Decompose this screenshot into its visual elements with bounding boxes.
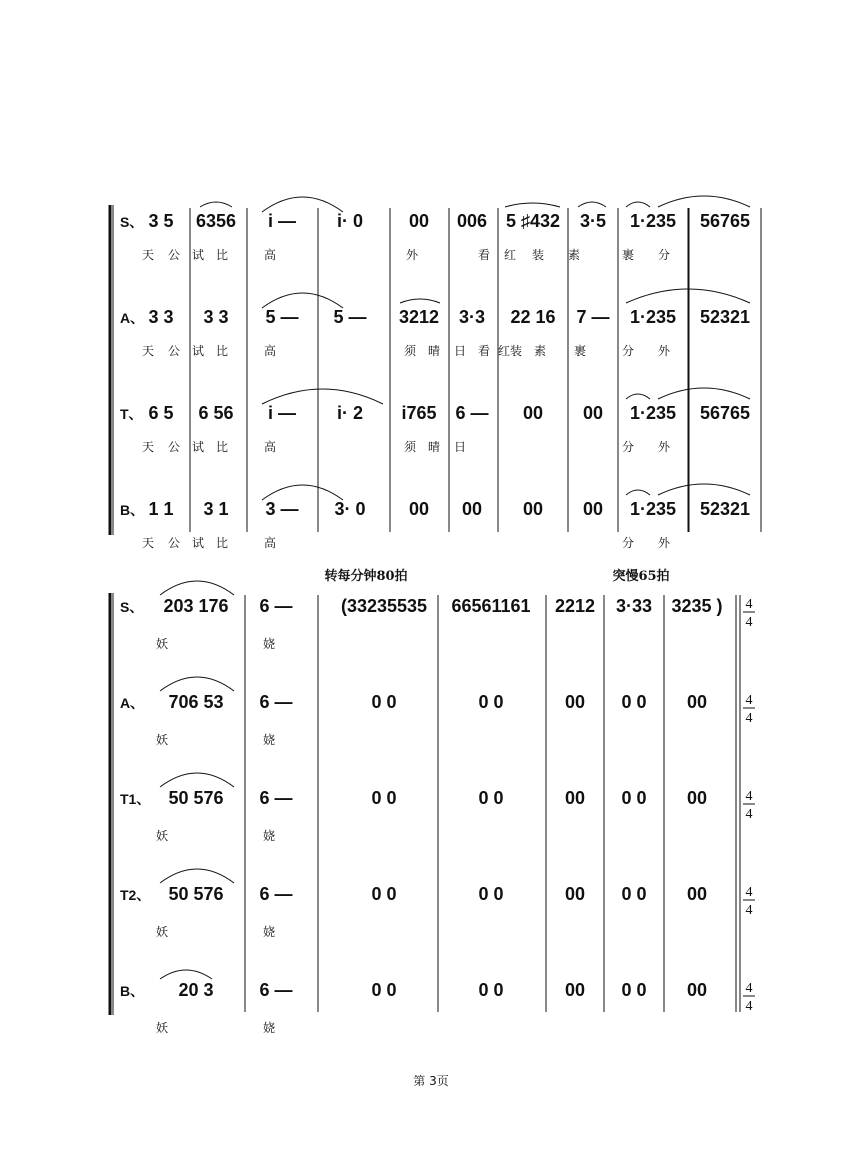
note-group: 0 0 bbox=[478, 692, 504, 712]
tempo-mark: 转每分钟80拍 bbox=[324, 569, 408, 584]
note-group: 5 ♯432 bbox=[505, 211, 561, 231]
lyric-syllable: 外 bbox=[657, 344, 671, 358]
note-group: 0 0 bbox=[621, 980, 647, 1000]
lyric-syllable: 比 bbox=[215, 248, 229, 262]
note-group: 3 — bbox=[265, 499, 299, 519]
lyric-syllable: 分 bbox=[621, 440, 635, 454]
note-group: 3·3 bbox=[458, 307, 486, 327]
lyric-syllable: 天 bbox=[141, 440, 155, 454]
lyric-syllable: 晴 bbox=[427, 344, 441, 358]
slur bbox=[262, 293, 343, 308]
note-group: 00 bbox=[522, 499, 544, 519]
note-group: 00 bbox=[582, 499, 604, 519]
note-group: 00 bbox=[564, 788, 586, 808]
note-group: 56765 bbox=[699, 211, 751, 231]
lyric-syllable: 外 bbox=[405, 248, 419, 262]
note-group: 00 bbox=[564, 884, 586, 904]
note-group: 0 0 bbox=[478, 980, 504, 1000]
note-group: 6 — bbox=[455, 403, 489, 423]
part-label: S、 bbox=[120, 214, 144, 230]
lyric-syllable: 公 bbox=[167, 536, 181, 550]
lyric-syllable: 素 bbox=[567, 248, 581, 262]
lyric-syllable: 素 bbox=[533, 344, 547, 358]
part-label: T、 bbox=[120, 406, 143, 422]
slur bbox=[160, 581, 234, 595]
lyric-syllable: 高 bbox=[263, 248, 277, 262]
note-group: 3· 0 bbox=[334, 499, 366, 519]
note-group: i — bbox=[267, 403, 297, 423]
note-group: 3 5 bbox=[148, 211, 174, 231]
lyric-syllable: 裹 bbox=[621, 248, 635, 262]
lyric-syllable: 试 bbox=[191, 248, 205, 262]
note-group: 0 0 bbox=[621, 692, 647, 712]
note-group: 006 bbox=[456, 211, 488, 231]
lyric-syllable: 比 bbox=[215, 344, 229, 358]
lyric-syllable: 比 bbox=[215, 440, 229, 454]
time-signature-bottom: 4 bbox=[745, 807, 753, 822]
note-group: 6 — bbox=[259, 884, 293, 904]
note-group: 6 5 bbox=[148, 403, 174, 423]
slur bbox=[658, 388, 750, 399]
note-group: 22 16 bbox=[510, 307, 556, 327]
lyric-syllable: 高 bbox=[263, 344, 277, 358]
lyric-syllable: 试 bbox=[191, 440, 205, 454]
time-signature-top: 4 bbox=[745, 789, 753, 804]
page-number: 第 3页 bbox=[413, 1074, 449, 1088]
lyric-syllable: 须 bbox=[403, 440, 417, 454]
lyric-syllable: 公 bbox=[167, 440, 181, 454]
note-group: 3 3 bbox=[148, 307, 174, 327]
lyric-syllable: 日 bbox=[453, 344, 467, 358]
lyric-syllable: 分 bbox=[657, 248, 671, 262]
lyric-syllable: 比 bbox=[215, 536, 229, 550]
part-label: A、 bbox=[120, 695, 145, 711]
note-group: 6 — bbox=[259, 980, 293, 1000]
lyric-syllable: 天 bbox=[141, 536, 155, 550]
note-group: 0 0 bbox=[621, 788, 647, 808]
lyric-syllable: 娆 bbox=[262, 829, 276, 843]
lyric-syllable: 裹 bbox=[573, 344, 587, 358]
note-group: i — bbox=[267, 211, 297, 231]
note-group: 00 bbox=[686, 980, 708, 1000]
lyric-syllable: 公 bbox=[167, 344, 181, 358]
lyric-syllable: 看 bbox=[477, 344, 491, 358]
note-group: 6 — bbox=[259, 596, 293, 616]
lyric-syllable: 妖 bbox=[155, 1021, 169, 1035]
lyric-syllable: 娆 bbox=[262, 925, 276, 939]
note-group: 1 1 bbox=[148, 499, 174, 519]
note-group: 203 176 bbox=[163, 596, 229, 616]
time-signature-bottom: 4 bbox=[745, 711, 753, 726]
lyric-syllable: 公 bbox=[167, 248, 181, 262]
part-label: B、 bbox=[120, 502, 145, 518]
note-group: 00 bbox=[564, 692, 586, 712]
note-group: 0 0 bbox=[371, 980, 397, 1000]
lyric-syllable: 天 bbox=[141, 344, 155, 358]
slur bbox=[505, 203, 560, 207]
lyric-syllable: 试 bbox=[191, 344, 205, 358]
slur bbox=[262, 389, 383, 404]
lyric-syllable: 娆 bbox=[262, 1021, 276, 1035]
lyric-syllable: 须 bbox=[403, 344, 417, 358]
time-signature-bottom: 4 bbox=[745, 903, 753, 918]
note-group: i765 bbox=[401, 403, 437, 423]
lyric-syllable: 晴 bbox=[427, 440, 441, 454]
lyric-syllable: 天 bbox=[141, 248, 155, 262]
note-group: 0 0 bbox=[478, 884, 504, 904]
slur bbox=[160, 677, 234, 691]
note-group: 3 3 bbox=[203, 307, 229, 327]
note-group: 1·235 bbox=[629, 403, 677, 423]
note-group: 0 0 bbox=[371, 692, 397, 712]
note-group: 00 bbox=[408, 499, 430, 519]
time-signature-top: 4 bbox=[745, 693, 753, 708]
time-signature-bottom: 4 bbox=[745, 999, 753, 1014]
lyric-syllable: 高 bbox=[263, 440, 277, 454]
note-group: 0 0 bbox=[371, 884, 397, 904]
lyric-syllable: 红 bbox=[503, 248, 517, 262]
note-group: 5 — bbox=[333, 307, 367, 327]
note-group: 00 bbox=[686, 788, 708, 808]
note-group: 0 0 bbox=[478, 788, 504, 808]
slur bbox=[658, 196, 750, 207]
note-group: i· 0 bbox=[336, 211, 364, 231]
lyric-syllable: 看 bbox=[477, 248, 491, 262]
note-group: 706 53 bbox=[168, 692, 224, 712]
note-group: 00 bbox=[408, 211, 430, 231]
slur bbox=[626, 490, 650, 495]
note-group: 66561161 bbox=[451, 596, 531, 616]
note-group: 1·235 bbox=[629, 211, 677, 231]
note-group: 3235 ) bbox=[671, 596, 723, 616]
part-label: B、 bbox=[120, 983, 145, 999]
note-group: 3 1 bbox=[203, 499, 229, 519]
tempo-mark: 突慢65拍 bbox=[612, 569, 670, 584]
slur bbox=[262, 197, 343, 212]
slur bbox=[160, 773, 234, 787]
note-group: 6 — bbox=[259, 788, 293, 808]
note-group: 2212 bbox=[554, 596, 596, 616]
slur bbox=[200, 202, 232, 207]
lyric-syllable: 妖 bbox=[155, 733, 169, 747]
note-group: 00 bbox=[461, 499, 483, 519]
note-group: 7 — bbox=[576, 307, 610, 327]
note-group: 1·235 bbox=[629, 499, 677, 519]
lyric-syllable: 分 bbox=[621, 344, 635, 358]
note-group: 0 0 bbox=[371, 788, 397, 808]
note-group: (33235535 bbox=[340, 596, 428, 616]
part-label: T1、 bbox=[120, 791, 151, 807]
note-group: 3·33 bbox=[615, 596, 653, 616]
slur bbox=[658, 484, 750, 495]
note-group: 6356 bbox=[195, 211, 237, 231]
lyric-syllable: 外 bbox=[657, 536, 671, 550]
lyric-syllable: 妖 bbox=[155, 829, 169, 843]
time-signature-bottom: 4 bbox=[745, 615, 753, 630]
lyric-syllable: 娆 bbox=[262, 637, 276, 651]
slur bbox=[262, 485, 343, 500]
note-group: 0 0 bbox=[621, 884, 647, 904]
lyric-syllable: 试 bbox=[191, 536, 205, 550]
note-group: 52321 bbox=[699, 307, 751, 327]
lyric-syllable: 外 bbox=[657, 440, 671, 454]
part-label: S、 bbox=[120, 599, 144, 615]
note-group: 5 — bbox=[265, 307, 299, 327]
note-group: 1·235 bbox=[629, 307, 677, 327]
time-signature-top: 4 bbox=[745, 885, 753, 900]
lyric-syllable: 装 bbox=[531, 248, 545, 262]
lyric-syllable: 分 bbox=[621, 536, 635, 550]
note-group: 00 bbox=[686, 884, 708, 904]
slur bbox=[626, 202, 650, 207]
slur bbox=[160, 970, 212, 979]
slur bbox=[626, 394, 650, 399]
note-group: 3212 bbox=[398, 307, 440, 327]
note-group: 00 bbox=[522, 403, 544, 423]
lyric-syllable: 红装 bbox=[497, 344, 523, 358]
part-label: A、 bbox=[120, 310, 145, 326]
slur bbox=[400, 299, 440, 303]
lyric-syllable: 日 bbox=[453, 440, 467, 454]
note-group: 00 bbox=[582, 403, 604, 423]
note-group: i· 2 bbox=[336, 403, 364, 423]
note-group: 00 bbox=[564, 980, 586, 1000]
note-group: 00 bbox=[686, 692, 708, 712]
note-group: 50 576 bbox=[168, 884, 224, 904]
note-group: 6 56 bbox=[198, 403, 234, 423]
note-group: 50 576 bbox=[168, 788, 224, 808]
note-group: 52321 bbox=[699, 499, 751, 519]
lyric-syllable: 妖 bbox=[155, 637, 169, 651]
lyric-syllable: 娆 bbox=[262, 733, 276, 747]
lyric-syllable: 高 bbox=[263, 536, 277, 550]
part-label: T2、 bbox=[120, 887, 151, 903]
note-group: 6 — bbox=[259, 692, 293, 712]
slur bbox=[160, 869, 234, 883]
note-group: 56765 bbox=[699, 403, 751, 423]
lyric-syllable: 妖 bbox=[155, 925, 169, 939]
slur bbox=[578, 202, 606, 207]
time-signature-top: 4 bbox=[745, 597, 753, 612]
time-signature-top: 4 bbox=[745, 981, 753, 996]
note-group: 3·5 bbox=[579, 211, 607, 231]
note-group: 20 3 bbox=[178, 980, 214, 1000]
